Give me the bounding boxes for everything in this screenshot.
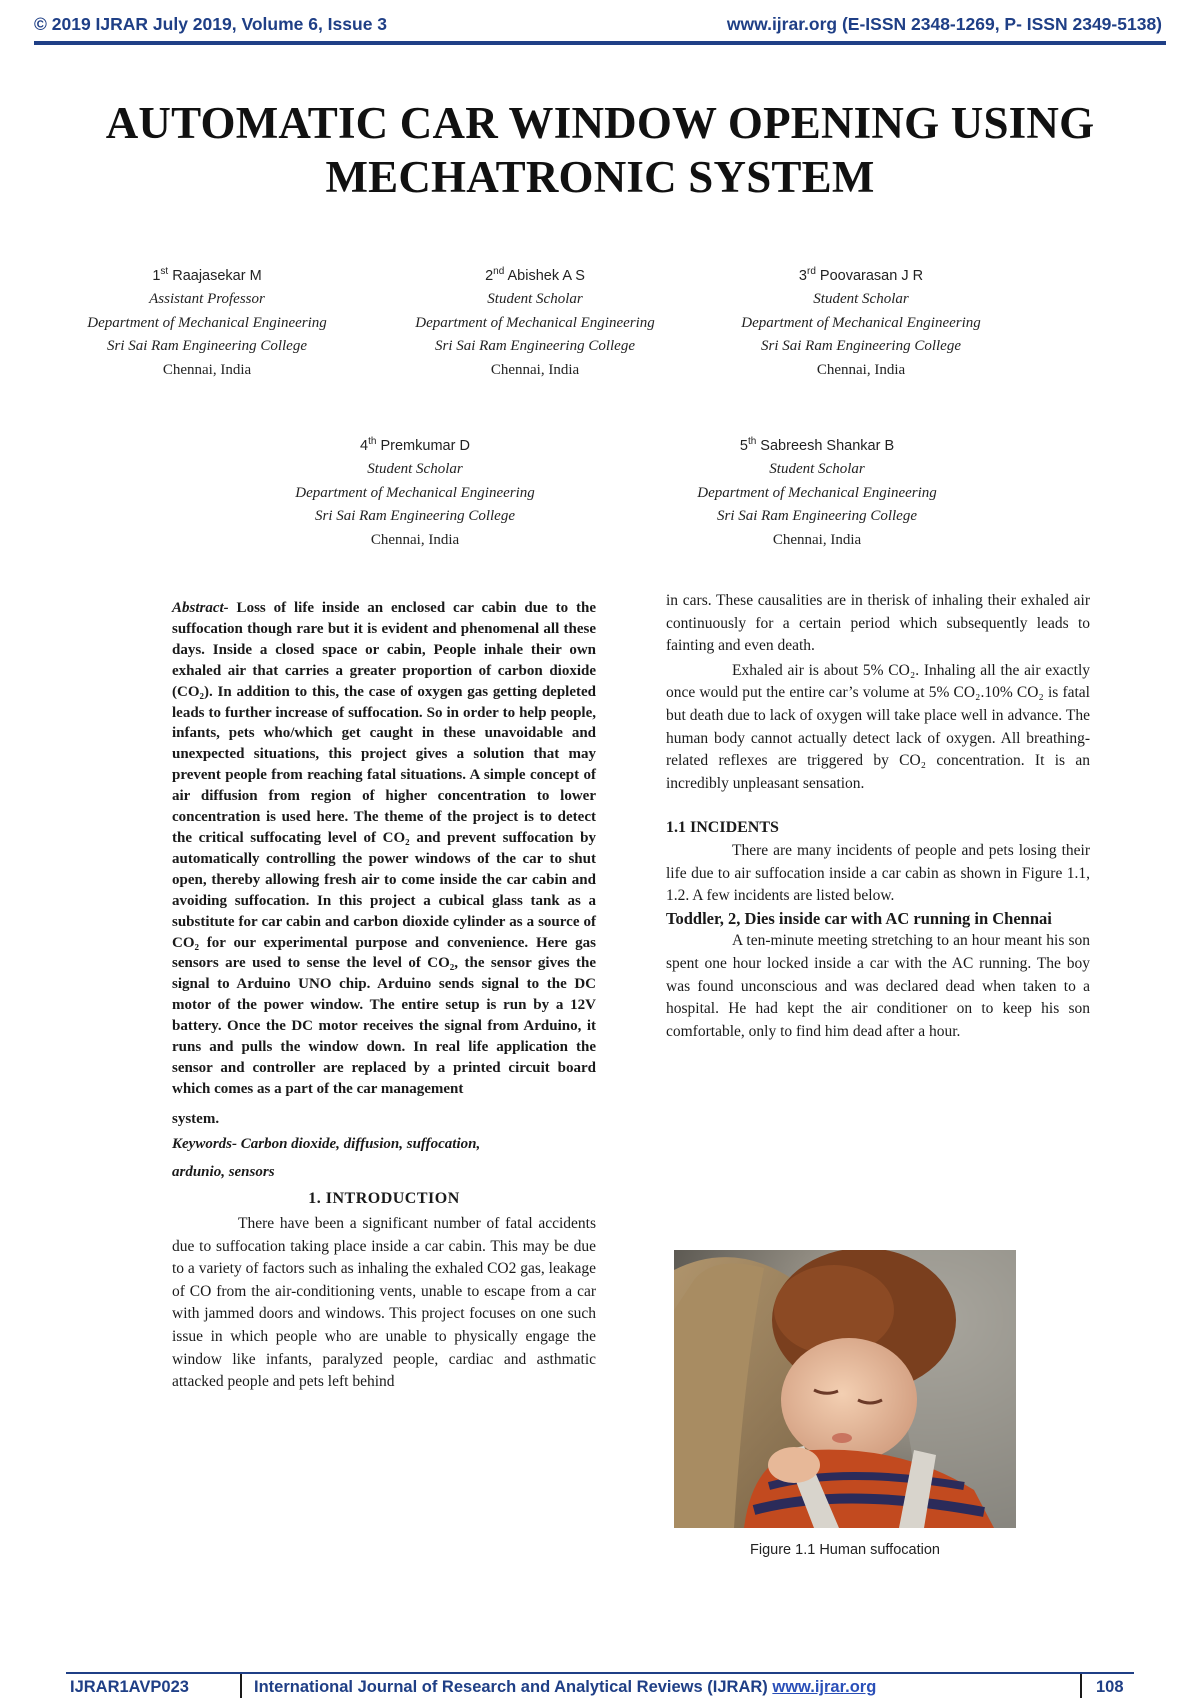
author-college: Sri Sai Ram Engineering College xyxy=(435,338,635,355)
keywords-label: Keywords- xyxy=(172,1136,237,1153)
journal-header-citation: © 2019 IJRAR July 2019, Volume 6, Issue 3 xyxy=(34,14,388,34)
author-department: Department of Mechanical Engineering xyxy=(87,314,327,331)
author-block-1 xyxy=(42,260,372,382)
keywords xyxy=(172,1130,596,1186)
author-role: Student Scholar xyxy=(487,291,583,308)
author-college: Sri Sai Ram Engineering College xyxy=(315,508,515,525)
page-number: 108 xyxy=(1096,1678,1124,1696)
author-name: 3rd Poovarasan J R xyxy=(798,266,924,284)
incident-paragraph: A ten-minute meeting stretching to an hour meant his son spent one hour locked inside a car with the AC running. The boy was found unconscious and was declared dead when taken to a hospital. He had kept the air conditioner on to keep his son comfortable, only to find him dead after a hour. xyxy=(666,932,1090,1040)
incidents-heading: 1.1 INCIDENTS xyxy=(666,819,779,837)
author-name: 1st Raajasekar M xyxy=(152,266,262,284)
footer-rule xyxy=(66,1672,1134,1674)
author-department: Department of Mechanical Engineering xyxy=(295,484,535,501)
author-college: Sri Sai Ram Engineering College xyxy=(717,508,917,525)
exhaled-air-paragraph: Exhaled air is about 5% CO₂. Inhaling all the air exactly once would put the entire car’s volume at 5% CO₂.10% CO₂ is fatal but death due to lack of oxygen will take place well in advance. The human body cannot actually detect lack of oxygen. All breathing-related reflexes are triggered by CO₂ concentration. It is an incredibly unpleasant sensation. xyxy=(666,661,1090,792)
footer-paper-code: IJRAR1AVP023 xyxy=(70,1678,189,1696)
author-block-3 xyxy=(696,260,1026,382)
author-city: Chennai, India xyxy=(772,531,862,548)
abstract xyxy=(172,598,596,1100)
introduction-heading: 1. INTRODUCTION xyxy=(308,1190,460,1208)
author-department: Department of Mechanical Engineering xyxy=(741,314,981,331)
author-block-4 xyxy=(250,430,580,552)
abstract-label: Abstract- xyxy=(172,600,229,616)
author-name: 2nd Abishek A S xyxy=(485,266,585,284)
author-role: Student Scholar xyxy=(769,461,865,478)
author-role: Assistant Professor xyxy=(149,291,265,308)
continued-paragraph: in cars. These causalities are in therisk of inhaling their exhaled air continuously for a certain period which subsequently leads to fainting and even death. xyxy=(666,592,1090,655)
author-name: 4th Premkumar D xyxy=(360,436,470,454)
author-college: Sri Sai Ram Engineering College xyxy=(761,338,961,355)
footer-journal-name: International Journal of Research and Analytical Reviews (IJRAR) www.ijrar.org xyxy=(254,1678,877,1696)
figure-human-suffocation-photo xyxy=(674,1250,1016,1528)
author-department: Department of Mechanical Engineering xyxy=(697,484,937,501)
author-block-5 xyxy=(652,430,982,552)
figure-caption: Figure 1.1 Human suffocation xyxy=(750,1542,940,1558)
author-city: Chennai, India xyxy=(162,361,252,378)
left-column xyxy=(172,598,596,1394)
author-role: Student Scholar xyxy=(367,461,463,478)
title-line-1: AUTOMATIC CAR WINDOW OPENING USING xyxy=(105,98,1095,148)
incident-subheading: Toddler, 2, Dies inside car with AC running in Chennai xyxy=(666,908,1052,928)
keywords-line-1: Carbon dioxide, diffusion, suffocation, xyxy=(237,1136,481,1153)
right-column xyxy=(666,590,1090,1043)
child-in-car-seat-illustration xyxy=(674,1250,1016,1528)
header-rule xyxy=(34,41,1166,45)
introduction-text: There have been a significant number of fatal accidents due to suffocation taking place inside a car cabin. This may be due to a variety of factors such as inhaling the exhaled CO2 gas, leakage of CO from the air-conditioning vents, unable to escape from a car with jammed doors and windows. This project focuses on one such issue in which people who are unable to physically engage the window like infants, paralyzed people, cardiac and asthmatic attacked people and pets left behind xyxy=(172,1214,596,1391)
incidents-paragraph: There are many incidents of people and pets losing their life due to air suffocation inside a car cabin as shown in Figure 1.1, 1.2. A few incidents are listed below. xyxy=(666,841,1090,905)
author-city: Chennai, India xyxy=(490,361,580,378)
footer-separator xyxy=(1080,1674,1082,1698)
footer-separator xyxy=(240,1674,242,1698)
paper-title xyxy=(40,96,1160,204)
journal-header-issn: www.ijrar.org (E-ISSN 2348-1269, P- ISSN 2349-5138) xyxy=(726,14,1162,34)
author-block-2 xyxy=(370,260,700,382)
author-college: Sri Sai Ram Engineering College xyxy=(107,338,307,355)
journal-website-link[interactable]: www.ijrar.org xyxy=(772,1678,877,1696)
abstract-text: Loss of life inside an enclosed car cabin due to the suffocation though rare but it is evident and phenomenal all these days. Inside a closed space or cabin, People inhale their own exhaled air that carries a greater proportion of carbon dioxide (CO₂). In addition to this, the case of oxygen gas getting depleted leads to further increase of suffocation. So in order to help people, infants, pets who/which get caught in these unavoidable and unexpected situations, this project gives a solution that may prevent people from reaching fatal situations. A simple concept of air diffusion from region of higher concentration to lower concentration is used here. The theme of the project is to detect the critical suffocating level of CO₂ and prevent suffocation by automatically controlling the power windows of the car to shut open, thereby allowing fresh air to come inside the car cabin and avoiding suffocation. In this project a cubical glass tank as a substitute for car cabin and carbon dioxide cylinder as a source of CO₂ for our experimental purpose and convenience. Here gas sensors are used to sense the level of CO₂, the sensor gives the signal to Arduino UNO chip. Arduino sends signal to the DC motor of the power window. The entire setup is run by a 12V battery. Once the DC motor receives the signal from Arduino, it runs and pulls the window down. In real life application the sensor and controller are replaced by a printed circuit board which comes as a part of the car management xyxy=(172,600,596,1097)
keywords-line-2: ardunio, sensors xyxy=(172,1164,275,1181)
author-name: 5th Sabreesh Shankar B xyxy=(739,436,895,454)
author-city: Chennai, India xyxy=(816,361,906,378)
author-city: Chennai, India xyxy=(370,531,460,548)
author-department: Department of Mechanical Engineering xyxy=(415,314,655,331)
abstract-tail: system. xyxy=(172,1110,220,1127)
title-line-2: MECHATRONIC SYSTEM xyxy=(325,152,875,202)
author-role: Student Scholar xyxy=(813,291,909,308)
